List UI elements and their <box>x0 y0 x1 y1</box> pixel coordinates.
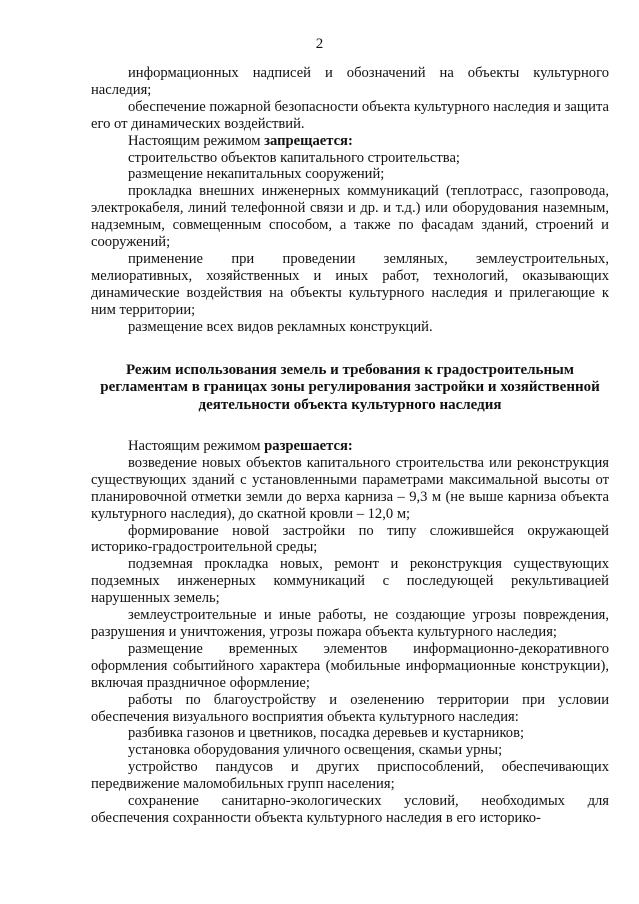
intro-keyword: разрешается: <box>264 438 353 454</box>
paragraph: обеспечение пожарной безопасности объекта культурного наследия и защита его от динамических воздействий. <box>91 98 609 132</box>
prohibited-item: строительство объектов капитального строительства; <box>128 149 460 166</box>
heading-line: Режим использования земель и требования к градостроительным <box>125 361 575 378</box>
prohibited-item: размещение некапитальных сооружений; <box>128 166 385 183</box>
allowed-item: установка оборудования уличного освещения, скамьи урны; <box>128 742 503 759</box>
prohibited-intro <box>91 133 609 150</box>
allowed-item: подземная прокладка новых, ремонт и реконструкция существующих подземных инженерных коммуникаций с последующей рекультивацией нарушенных земель; <box>91 556 609 607</box>
intro-keyword: запрещается: <box>264 132 353 149</box>
allowed-item: формирование новой застройки по типу сложившейся окружающей историко-градостроительной среды; <box>91 522 609 556</box>
heading-line: деятельности объекта культурного наследия <box>198 396 502 413</box>
allowed-item: работы по благоустройству и озеленению территории при условии обеспечения визуального восприятия объекта культурного наследия: <box>91 691 609 725</box>
allowed-item: устройство пандусов и других приспособлений, обеспечивающих передвижение маломобильных групп населения; <box>91 759 609 793</box>
page-number: 2 <box>315 36 324 52</box>
section-heading <box>91 362 609 415</box>
prohibited-item: применение при проведении земляных, землеустроительных, мелиоративных, хозяйственных и иных работ, технологий, оказывающих динамические воздействия на объекты культурного наследия и прилегающие к ним территории; <box>91 250 609 318</box>
prohibited-item: размещение всех видов рекламных конструкций. <box>128 318 433 335</box>
paragraph: информационных надписей и обозначений на объекты культурного наследия; <box>91 65 609 98</box>
document-body <box>91 65 609 827</box>
prohibited-item: прокладка внешних инженерных коммуникаций (теплотрасс, газопровода, электрокабеля, линий телефонной связи и др. и т.д.) или оборудования наземным, надземным, совмещенным способом, а также по фасадам зданий, строений и сооружений; <box>91 183 609 251</box>
allowed-item: сохранение санитарно-экологических условий, необходимых для обеспечения сохранности объекта культурного наследия в его историко- <box>91 793 609 826</box>
allowed-item: разбивка газонов и цветников, посадка деревьев и кустарников; <box>128 725 525 742</box>
intro-text: Настоящим режимом <box>128 132 265 149</box>
intro-text: Настоящим режимом <box>128 438 265 454</box>
allowed-item: возведение новых объектов капитального строительства или реконструкция существующих зданий с установленными параметрами максимальной высоты от планировочной отметки земли до верха карниза – 9,3 м (не выше карниза объекта культурного наследия), до скатной кровли – 12,0 м; <box>91 454 609 522</box>
heading-line: регламентам в границах зоны регулирования застройки и хозяйственной <box>100 379 600 395</box>
allowed-intro <box>91 438 609 455</box>
allowed-item: землеустроительные и иные работы, не создающие угрозы повреждения, разрушения и уничтожения, угрозы пожара объекта культурного наследия; <box>91 607 609 640</box>
allowed-item: размещение временных элементов информационно-декоративного оформления событийного характера (мобильные информационные конструкции), включая праздничное оформление; <box>91 640 609 691</box>
